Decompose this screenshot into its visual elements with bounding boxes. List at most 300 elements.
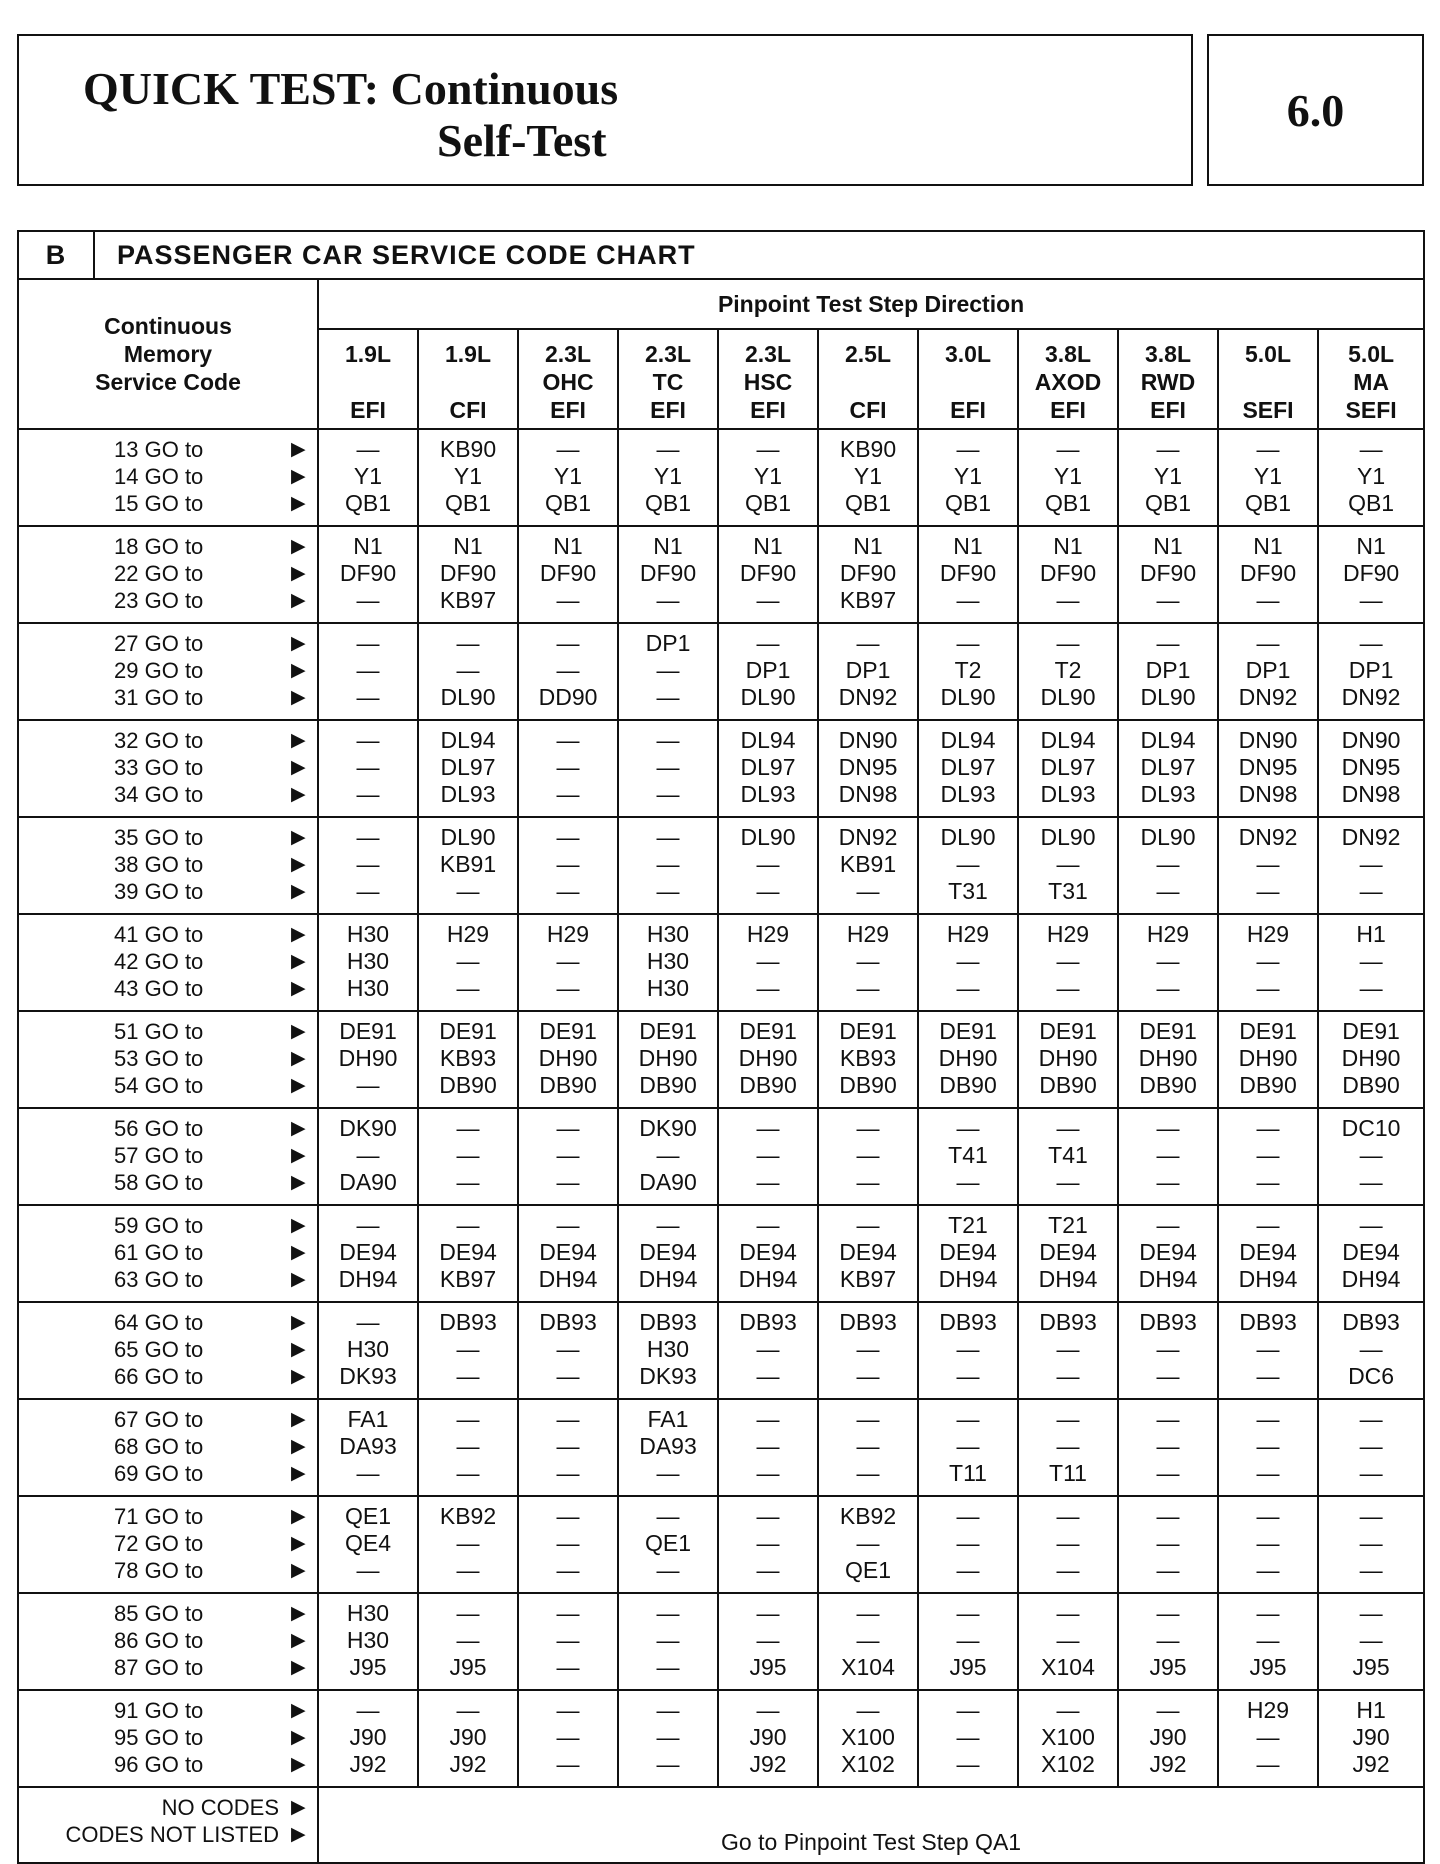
step-value: —	[856, 1697, 880, 1723]
step-value: —	[356, 1072, 380, 1098]
step-cell	[618, 1593, 718, 1690]
step-cell	[718, 1302, 818, 1399]
table-row	[18, 1593, 1424, 1690]
step-cell	[318, 817, 418, 914]
step-value: DN95	[1341, 754, 1401, 780]
step-value: DF90	[639, 560, 697, 586]
step-value: —	[856, 1530, 880, 1556]
step-cell	[1018, 429, 1118, 526]
step-cell	[1218, 526, 1318, 623]
no-codes-label: NO CODES	[161, 1795, 279, 1820]
step-value: DL90	[1040, 824, 1096, 850]
step-value: QB1	[744, 490, 792, 516]
step-cell	[418, 1399, 518, 1496]
step-value: H29	[746, 921, 790, 947]
step-value: —	[656, 587, 680, 613]
service-code-number: 34	[114, 782, 139, 807]
step-value: —	[956, 630, 980, 656]
step-value: DA93	[639, 1433, 697, 1459]
step-cell	[618, 1690, 718, 1787]
step-cell	[718, 623, 818, 720]
step-value: DE94	[639, 1239, 697, 1265]
step-value: —	[656, 1654, 680, 1680]
step-value: DF90	[1139, 560, 1197, 586]
step-value: KB90	[839, 436, 897, 462]
step-value: —	[956, 1600, 980, 1626]
step-value: —	[456, 878, 480, 904]
step-value: —	[556, 878, 580, 904]
arrow-right-icon: ▶	[291, 1533, 306, 1554]
step-value: —	[1056, 1363, 1080, 1389]
goto-label: GO to	[144, 1434, 204, 1459]
arrow-right-icon: ▶	[291, 536, 306, 557]
arrow-right-icon: ▶	[291, 854, 306, 875]
step-cell	[818, 623, 918, 720]
step-value: H29	[1246, 921, 1290, 947]
table-row	[18, 1108, 1424, 1205]
goto-label: GO to	[144, 1407, 204, 1432]
table-row	[18, 1302, 1424, 1399]
step-value: DL94	[440, 727, 496, 753]
step-cell	[918, 1108, 1018, 1205]
goto-label: GO to	[144, 949, 204, 974]
service-code-cell	[18, 429, 318, 526]
step-cell	[1218, 1399, 1318, 1496]
step-value: —	[1359, 587, 1383, 613]
step-value: —	[656, 1724, 680, 1750]
step-value: Y1	[1053, 463, 1083, 489]
step-value: —	[556, 1724, 580, 1750]
step-value: N1	[453, 533, 483, 559]
section-letter: B	[18, 231, 94, 279]
step-cell	[918, 1690, 1018, 1787]
step-value: N1	[953, 533, 983, 559]
engine-header: 1.9L CFI	[418, 329, 518, 429]
step-value: J95	[949, 1654, 987, 1680]
step-cell	[618, 623, 718, 720]
step-value: DN92	[838, 684, 898, 710]
step-value: DK90	[639, 1115, 697, 1141]
step-value: —	[1156, 1406, 1180, 1432]
arrow-right-icon: ▶	[291, 1797, 306, 1818]
step-value: —	[1359, 851, 1383, 877]
step-value: DL90	[1140, 684, 1196, 710]
service-code-cell	[18, 914, 318, 1011]
step-cell	[318, 914, 418, 1011]
service-code-line	[19, 1045, 317, 1072]
step-value: Y1	[653, 463, 683, 489]
step-value: J90	[449, 1724, 487, 1750]
step-value: N1	[1053, 533, 1083, 559]
arrow-right-icon: ▶	[291, 1366, 306, 1387]
arrow-right-icon: ▶	[291, 827, 306, 848]
step-cell	[1318, 623, 1424, 720]
step-value: —	[1156, 1363, 1180, 1389]
step-value: N1	[1356, 533, 1386, 559]
step-value: DL97	[440, 754, 496, 780]
step-value: QB1	[644, 490, 692, 516]
service-code-number: 33	[114, 755, 139, 780]
step-cell	[1318, 429, 1424, 526]
goto-label: GO to	[144, 879, 204, 904]
step-cell	[1118, 1593, 1218, 1690]
step-value: —	[556, 1363, 580, 1389]
step-cell	[1218, 1690, 1318, 1787]
step-value: —	[1359, 1460, 1383, 1486]
step-value: —	[756, 975, 780, 1001]
service-code-line	[19, 1239, 317, 1266]
step-value: Y1	[453, 463, 483, 489]
step-value: DN90	[838, 727, 898, 753]
step-cell	[518, 1593, 618, 1690]
table-row	[18, 1496, 1424, 1593]
step-value: —	[756, 1169, 780, 1195]
step-cell	[518, 1302, 618, 1399]
step-value: —	[1256, 587, 1280, 613]
goto-label: GO to	[144, 728, 204, 753]
arrow-right-icon: ▶	[291, 1436, 306, 1457]
service-code-cell	[18, 1011, 318, 1108]
step-cell	[1118, 1496, 1218, 1593]
step-value: DB93	[839, 1309, 897, 1335]
step-cell	[418, 720, 518, 817]
service-code-number: 13	[114, 437, 139, 462]
step-value: H29	[1146, 921, 1190, 947]
step-value: —	[556, 1627, 580, 1653]
step-value: —	[756, 1115, 780, 1141]
goto-label: GO to	[144, 1240, 204, 1265]
step-value: —	[1056, 1557, 1080, 1583]
step-cell	[518, 1205, 618, 1302]
step-value: QB1	[1244, 490, 1292, 516]
step-value: J92	[1149, 1751, 1187, 1777]
step-value: —	[1359, 878, 1383, 904]
service-code-cell	[18, 1690, 318, 1787]
step-value: DE91	[939, 1018, 997, 1044]
step-cell	[1218, 817, 1318, 914]
step-value: —	[1359, 1627, 1383, 1653]
step-value: —	[356, 436, 380, 462]
step-value: H30	[646, 975, 690, 1001]
step-cell	[418, 1302, 518, 1399]
step-value: —	[1359, 1557, 1383, 1583]
arrow-right-icon: ▶	[291, 1242, 306, 1263]
step-value: —	[1256, 1503, 1280, 1529]
step-value: —	[356, 1460, 380, 1486]
step-value: —	[1256, 1530, 1280, 1556]
step-cell	[1118, 623, 1218, 720]
step-value: T21	[948, 1212, 988, 1238]
step-value: DB90	[1039, 1072, 1097, 1098]
step-cell	[818, 1108, 918, 1205]
step-value: —	[1156, 1142, 1180, 1168]
step-value: DH94	[538, 1266, 598, 1292]
service-code-cell	[18, 1593, 318, 1690]
step-value: DK93	[639, 1363, 697, 1389]
step-value: H29	[1046, 921, 1090, 947]
step-cell	[1018, 817, 1118, 914]
step-cell	[818, 429, 918, 526]
step-value: DL90	[940, 824, 996, 850]
arrow-right-icon: ▶	[291, 951, 306, 972]
step-cell	[1318, 1593, 1424, 1690]
step-value: J92	[449, 1751, 487, 1777]
step-value: —	[1156, 1169, 1180, 1195]
step-cell	[1318, 1399, 1424, 1496]
step-cell	[618, 1108, 718, 1205]
service-code-number: 51	[114, 1019, 139, 1044]
step-value: —	[356, 1557, 380, 1583]
step-cell	[1118, 429, 1218, 526]
step-cell	[1218, 1496, 1318, 1593]
service-code-line	[19, 948, 317, 975]
service-code-cell	[18, 817, 318, 914]
step-value: —	[1359, 1530, 1383, 1556]
step-value: —	[856, 1627, 880, 1653]
service-code-number: 27	[114, 631, 139, 656]
step-cell	[1318, 1496, 1424, 1593]
step-value: —	[456, 1530, 480, 1556]
service-code-number: 18	[114, 534, 139, 559]
step-cell	[318, 1205, 418, 1302]
goto-label: GO to	[144, 1267, 204, 1292]
step-value: —	[756, 1503, 780, 1529]
step-value: DA90	[639, 1169, 697, 1195]
step-cell	[718, 1205, 818, 1302]
step-cell	[618, 1205, 718, 1302]
step-value: DB93	[1342, 1309, 1400, 1335]
step-value: —	[356, 1697, 380, 1723]
step-value: Y1	[1253, 463, 1283, 489]
arrow-right-icon: ▶	[291, 1657, 306, 1678]
step-value: —	[656, 1600, 680, 1626]
step-value: —	[556, 754, 580, 780]
goto-label: GO to	[144, 658, 204, 683]
service-code-number: 14	[114, 464, 139, 489]
goto-label: GO to	[144, 782, 204, 807]
service-code-line	[19, 560, 317, 587]
step-cell	[618, 914, 718, 1011]
step-value: X104	[1041, 1654, 1095, 1680]
step-value: DH94	[1038, 1266, 1098, 1292]
chart-title: PASSENGER CAR SERVICE CODE CHART	[94, 231, 1424, 279]
step-value: —	[456, 1627, 480, 1653]
step-cell	[518, 1011, 618, 1108]
service-code-line	[19, 1697, 317, 1724]
step-value: —	[556, 1460, 580, 1486]
step-value: —	[756, 1697, 780, 1723]
step-cell	[1118, 1690, 1218, 1787]
step-cell	[518, 1496, 618, 1593]
service-code-number: 53	[114, 1046, 139, 1071]
step-value: DL93	[940, 781, 996, 807]
service-code-chart	[17, 230, 1425, 1864]
goto-label: GO to	[144, 1461, 204, 1486]
step-cell	[318, 720, 418, 817]
step-value: DL90	[440, 684, 496, 710]
step-cell	[718, 526, 818, 623]
goto-label: GO to	[144, 1143, 204, 1168]
step-cell	[318, 1302, 418, 1399]
goto-label: GO to	[144, 1019, 204, 1044]
step-cell	[818, 526, 918, 623]
arrow-right-icon: ▶	[291, 687, 306, 708]
step-value: QB1	[1144, 490, 1192, 516]
step-value: DE91	[1239, 1018, 1297, 1044]
arrow-right-icon: ▶	[291, 1269, 306, 1290]
step-value: —	[756, 1433, 780, 1459]
step-value: —	[556, 1336, 580, 1362]
step-value: DB90	[839, 1072, 897, 1098]
step-value: —	[1056, 436, 1080, 462]
step-value: X104	[841, 1654, 895, 1680]
arrow-right-icon: ▶	[291, 1215, 306, 1236]
step-value: —	[456, 1336, 480, 1362]
step-value: DP1	[845, 657, 891, 683]
step-cell	[1018, 914, 1118, 1011]
step-value: —	[956, 1751, 980, 1777]
step-cell	[818, 1690, 918, 1787]
arrow-right-icon: ▶	[291, 1145, 306, 1166]
step-value: —	[556, 975, 580, 1001]
step-cell	[1018, 1011, 1118, 1108]
step-cell	[618, 429, 718, 526]
service-code-number: 29	[114, 658, 139, 683]
engine-header: 3.8L AXOD EFI	[1018, 329, 1118, 429]
step-value: —	[556, 1654, 580, 1680]
step-value: —	[756, 1600, 780, 1626]
step-value: —	[1256, 851, 1280, 877]
step-value: T31	[1048, 878, 1088, 904]
table-row	[18, 914, 1424, 1011]
step-value: DL90	[440, 824, 496, 850]
step-value: —	[656, 1460, 680, 1486]
step-cell	[818, 914, 918, 1011]
step-value: DE94	[1342, 1239, 1400, 1265]
step-cell	[1318, 1205, 1424, 1302]
step-value: —	[1056, 1530, 1080, 1556]
step-cell	[1318, 817, 1424, 914]
step-value: —	[1256, 1557, 1280, 1583]
step-cell	[1018, 526, 1118, 623]
step-value: H29	[546, 921, 590, 947]
arrow-right-icon: ▶	[291, 466, 306, 487]
step-value: —	[556, 1751, 580, 1777]
step-cell	[1118, 1108, 1218, 1205]
step-value: KB97	[439, 587, 497, 613]
step-value: —	[556, 1212, 580, 1238]
step-value: DE91	[1139, 1018, 1197, 1044]
step-value: Y1	[1357, 463, 1386, 489]
step-value: DE94	[539, 1239, 597, 1265]
step-value: DH94	[1138, 1266, 1198, 1292]
arrow-right-icon: ▶	[291, 784, 306, 805]
step-value: —	[1156, 1336, 1180, 1362]
step-value: —	[1156, 1460, 1180, 1486]
step-cell	[318, 526, 418, 623]
goto-label: GO to	[144, 1628, 204, 1653]
step-value: DE94	[1239, 1239, 1297, 1265]
step-value: —	[1056, 630, 1080, 656]
step-value: —	[856, 1336, 880, 1362]
step-value: DH90	[1238, 1045, 1298, 1071]
engine-header: 1.9L EFI	[318, 329, 418, 429]
step-value: —	[1056, 1336, 1080, 1362]
step-value: —	[456, 630, 480, 656]
step-value: J95	[1249, 1654, 1287, 1680]
service-code-number: 85	[114, 1601, 139, 1626]
step-value: —	[1156, 587, 1180, 613]
step-value: KB93	[439, 1045, 497, 1071]
step-value: —	[956, 1627, 980, 1653]
step-value: N1	[753, 533, 783, 559]
step-cell	[618, 817, 718, 914]
step-value: —	[1156, 878, 1180, 904]
step-cell	[418, 1011, 518, 1108]
step-value: DK90	[339, 1115, 397, 1141]
table-row	[18, 429, 1424, 526]
service-code-number: 68	[114, 1434, 139, 1459]
step-value: DL90	[740, 824, 796, 850]
step-value: DH94	[938, 1266, 998, 1292]
step-value: DH94	[638, 1266, 698, 1292]
codes-not-listed-label: CODES NOT LISTED	[65, 1822, 279, 1847]
step-cell	[1218, 1302, 1318, 1399]
step-value: T2	[954, 657, 982, 683]
step-cell	[718, 1690, 818, 1787]
step-cell	[618, 1011, 718, 1108]
step-cell	[518, 1690, 618, 1787]
step-value: —	[756, 1363, 780, 1389]
service-code-line	[19, 1600, 317, 1627]
step-value: —	[356, 781, 380, 807]
step-cell	[1018, 1108, 1118, 1205]
step-value: —	[656, 1697, 680, 1723]
service-code-line	[19, 1406, 317, 1433]
step-value: —	[856, 1406, 880, 1432]
step-value: —	[856, 1363, 880, 1389]
step-value: —	[856, 1169, 880, 1195]
step-cell	[418, 914, 518, 1011]
step-value: —	[956, 1530, 980, 1556]
step-cell	[1218, 623, 1318, 720]
step-value: —	[756, 1212, 780, 1238]
step-value: KB90	[439, 436, 497, 462]
step-value: —	[656, 1557, 680, 1583]
service-code-number: 63	[114, 1267, 139, 1292]
step-value: DE91	[739, 1018, 797, 1044]
step-value: —	[956, 436, 980, 462]
step-value: —	[1256, 1169, 1280, 1195]
service-code-line	[19, 781, 317, 808]
service-code-line	[19, 1530, 317, 1557]
step-value: J90	[1352, 1724, 1390, 1750]
engine-header: 2.5L CFI	[818, 329, 918, 429]
goto-label: GO to	[144, 1725, 204, 1750]
arrow-right-icon: ▶	[291, 633, 306, 654]
step-value: N1	[853, 533, 883, 559]
step-cell	[1118, 1205, 1218, 1302]
step-value: —	[556, 1557, 580, 1583]
step-value: —	[556, 1406, 580, 1432]
step-cell	[518, 1108, 618, 1205]
step-value: DF90	[439, 560, 497, 586]
step-cell	[918, 1302, 1018, 1399]
step-cell	[1218, 1593, 1318, 1690]
step-value: T2	[1054, 657, 1082, 683]
arrow-right-icon: ▶	[291, 439, 306, 460]
table-row	[18, 1399, 1424, 1496]
